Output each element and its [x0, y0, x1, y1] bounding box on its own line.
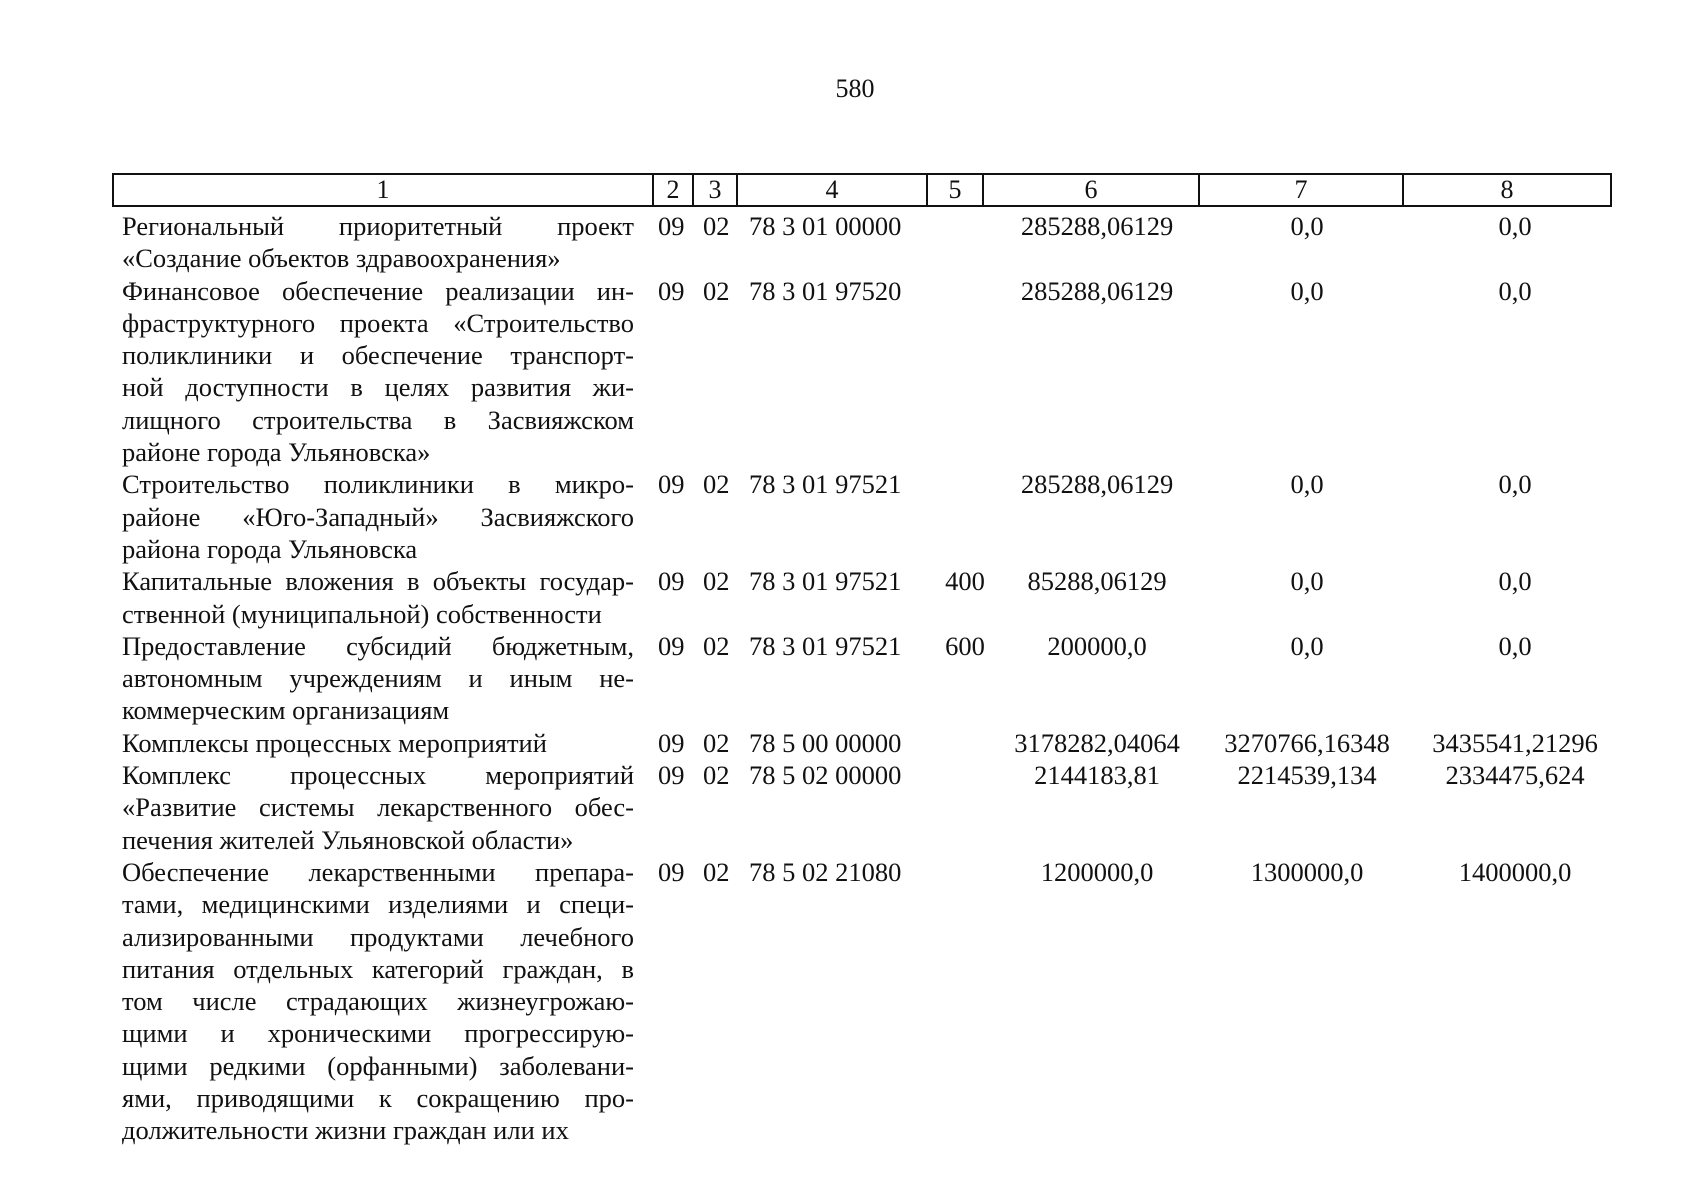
header-col-8: 8 [1500, 175, 1514, 204]
row-name-line: Региональный приоритетный проект [122, 211, 634, 241]
cell-col-7: 0,0 [1290, 630, 1324, 661]
cell-col-8: 3435541,21296 [1432, 727, 1598, 758]
row-name [122, 468, 634, 565]
cell-col-3: 02 [703, 760, 730, 791]
cell-col-2: 09 [658, 211, 685, 241]
cell-col-5 [939, 468, 991, 565]
row-name-line: Комплексы процессных мероприятий [122, 727, 547, 758]
row-name-line: Предоставление субсидий бюджетным, [122, 630, 634, 661]
cell-col-8: 0,0 [1498, 630, 1532, 661]
cell-col-4: 78 5 00 00000 [749, 727, 902, 758]
cell-col-5: 600 [945, 630, 985, 661]
table-row [122, 565, 1619, 630]
table-body [122, 210, 1619, 1147]
header-col-5: 5 [928, 175, 984, 205]
cell-col-7: 0,0 [1290, 275, 1324, 306]
row-name-line: том числе страдающих жизнеугрожаю- [122, 986, 634, 1017]
table-row [122, 856, 1619, 1147]
row-name [122, 565, 634, 630]
cell-col-2: 09 [658, 727, 685, 758]
row-name [122, 727, 634, 759]
table-header [112, 173, 1612, 207]
cell-col-7: 0,0 [1290, 211, 1324, 241]
row-name-line: должительности жизни граждан или их [122, 1115, 569, 1146]
cell-col-5 [939, 210, 991, 275]
cell-col-3: 02 [703, 469, 730, 500]
row-name-line: ственной (муниципальной) собственности [122, 598, 602, 629]
page-number: 580 [835, 74, 875, 103]
cell-col-6: 285288,06129 [1020, 275, 1174, 306]
row-name [122, 856, 634, 1147]
cell-col-2: 09 [658, 275, 685, 306]
header-col-3: 3 [694, 175, 738, 205]
table-row [122, 630, 1619, 727]
cell-col-5 [939, 856, 991, 1147]
table-row [122, 210, 1619, 275]
cell-col-5 [939, 727, 991, 759]
cell-col-2: 09 [658, 630, 685, 661]
cell-col-7: 2214539,134 [1237, 760, 1377, 791]
cell-col-6: 1200000,0 [1040, 856, 1154, 887]
cell-col-6: 2144183,81 [1034, 760, 1160, 791]
cell-col-4: 78 3 01 00000 [749, 211, 902, 241]
row-name-line: Комплекс процессных мероприятий [122, 760, 634, 791]
cell-col-2: 09 [658, 760, 685, 791]
row-name-line: ной доступности в целях развития жи- [122, 372, 634, 403]
row-name-line: щими и хроническими прогрессирую- [122, 1018, 634, 1049]
cell-col-2: 09 [658, 566, 685, 597]
header-col-7: 7 [1200, 175, 1404, 205]
cell-col-8: 0,0 [1498, 469, 1532, 500]
cell-col-7: 0,0 [1290, 566, 1324, 597]
cell-col-3: 02 [703, 727, 730, 758]
table-row [122, 468, 1619, 565]
row-name-line: тами, медицинскими изделиями и специ- [122, 889, 634, 920]
cell-col-4: 78 3 01 97521 [749, 630, 902, 661]
cell-col-8: 0,0 [1498, 566, 1532, 597]
row-name-line: района города Ульяновска [122, 533, 418, 564]
cell-col-6: 85288,06129 [1027, 566, 1167, 597]
cell-col-6: 3178282,04064 [1014, 727, 1180, 758]
row-name-line: коммерческим организациям [122, 695, 450, 726]
cell-col-3: 02 [703, 566, 730, 597]
cell-col-8: 1400000,0 [1458, 856, 1572, 887]
row-name-line: ализированными продуктами лечебного [122, 921, 634, 952]
row-name [122, 210, 634, 275]
cell-col-8: 2334475,624 [1445, 760, 1585, 791]
row-name [122, 759, 634, 856]
row-name-line: поликлиники и обеспечение транспорт- [122, 340, 634, 371]
row-name-line: районе «Юго-Западный» Засвияжского [122, 501, 634, 532]
cell-col-7: 1300000,0 [1250, 856, 1364, 887]
cell-col-3: 02 [703, 275, 730, 306]
cell-col-4: 78 3 01 97520 [749, 275, 902, 306]
header-col-2: 2 [654, 175, 694, 205]
cell-col-7: 0,0 [1290, 469, 1324, 500]
cell-col-2: 09 [658, 856, 685, 887]
cell-col-4: 78 3 01 97521 [749, 469, 902, 500]
header-col-6: 6 [984, 175, 1200, 205]
table-row [122, 275, 1619, 469]
row-name-line: Строительство поликлиники в микро- [122, 469, 634, 500]
cell-col-2: 09 [658, 469, 685, 500]
cell-col-5: 400 [945, 566, 985, 597]
cell-col-4: 78 5 02 21080 [749, 856, 902, 887]
table-row [122, 759, 1619, 856]
row-name-line: Капитальные вложения в объекты государ- [122, 566, 634, 597]
row-name [122, 275, 634, 469]
cell-col-6: 285288,06129 [1020, 469, 1174, 500]
row-name-line: «Развитие системы лекарственного обес- [122, 792, 634, 823]
row-name-line: ями, приводящими к сокращению про- [122, 1083, 634, 1114]
cell-col-5 [939, 759, 991, 856]
cell-col-3: 02 [703, 630, 730, 661]
cell-col-3: 02 [703, 856, 730, 887]
row-name-line: районе города Ульяновска» [122, 437, 431, 468]
cell-col-6: 200000,0 [1047, 630, 1147, 661]
header-col-4: 4 [738, 175, 928, 205]
row-name-line: Финансовое обеспечение реализации ин- [122, 275, 634, 306]
cell-col-7: 3270766,16348 [1224, 727, 1390, 758]
row-name [122, 630, 634, 727]
row-name-line: фраструктурного проекта «Строительство [122, 307, 634, 338]
table-row [122, 727, 1619, 759]
row-name-line: питания отдельных категорий граждан, в [122, 953, 634, 984]
cell-col-5 [939, 275, 991, 469]
cell-col-8: 0,0 [1498, 211, 1532, 241]
cell-col-3: 02 [703, 211, 730, 241]
cell-col-4: 78 5 02 00000 [749, 760, 902, 791]
header-col-1: 1 [114, 175, 654, 205]
row-name-line: щими редкими (орфанными) заболевани- [122, 1050, 634, 1081]
row-name-line: автономным учреждениям и иным не- [122, 663, 634, 694]
cell-col-8: 0,0 [1498, 275, 1532, 306]
cell-col-4: 78 3 01 97521 [749, 566, 902, 597]
row-name-line: Обеспечение лекарственными препара- [122, 856, 634, 887]
row-name-line: печения жителей Ульяновской области» [122, 824, 574, 855]
cell-col-6: 285288,06129 [1020, 211, 1174, 241]
row-name-line: «Создание объектов здравоохранения» [122, 243, 561, 274]
row-name-line: лищного строительства в Засвияжском [122, 404, 634, 435]
